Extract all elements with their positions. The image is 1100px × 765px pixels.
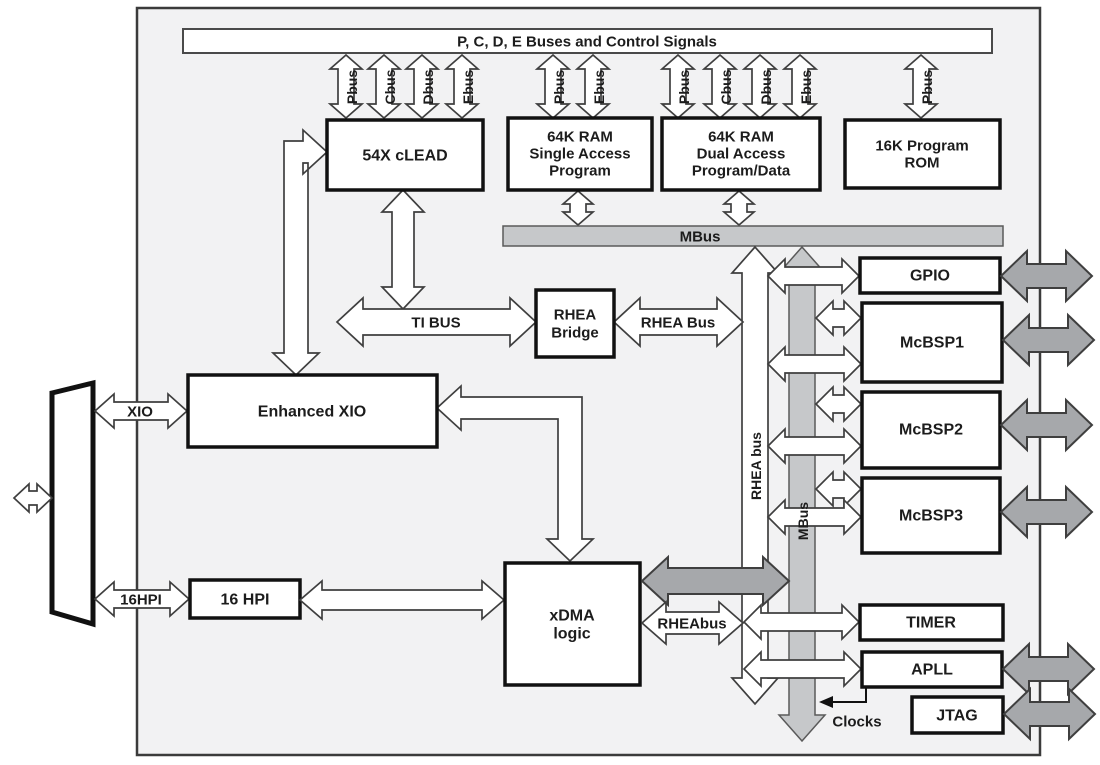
block-apll-label: APLL — [911, 661, 953, 679]
block-ram-dual-label-3: Program/Data — [691, 162, 791, 180]
block-54x-clead-label: 54X cLEAD — [362, 147, 448, 165]
block-ram-single-label-3: Program — [549, 162, 611, 180]
xio-arrow-label: XIO — [127, 403, 153, 421]
clocks-label: Clocks — [832, 713, 882, 731]
top-bus-bar-label: P, C, D, E Buses and Control Signals — [457, 33, 717, 51]
bus-label-clead-cbus: Cbus — [382, 69, 398, 105]
block-rhea-bridge-label-2: Bridge — [551, 324, 599, 342]
block-ram-single-label-1: 64K RAM — [547, 128, 613, 146]
bus-label-clead-pbus: Pbus — [344, 69, 360, 105]
block-ram-dual-label-1: 64K RAM — [708, 128, 774, 146]
bus-label-ramdual-pbus: Pbus — [676, 69, 692, 105]
bus-label-rom-pbus: Pbus — [919, 69, 935, 105]
block-enhanced-xio-label: Enhanced XIO — [257, 403, 367, 421]
mbus-vertical-label: MBus — [795, 501, 811, 541]
block-rom-label-2: ROM — [904, 154, 940, 172]
block-rhea-bridge-label-1: RHEA — [553, 306, 597, 324]
bus-label-ramdual-ebus: Ebus — [798, 69, 814, 105]
bus-label-clead-dbus: Dbus — [420, 69, 436, 105]
mbus-horizontal-bar — [503, 226, 1003, 246]
block-timer-label: TIMER — [906, 614, 956, 632]
block-mcbsp2-label: McBSP2 — [898, 421, 964, 439]
ti-bus-label: TI BUS — [411, 314, 461, 332]
bus-label-ramdual-dbus: Dbus — [758, 69, 774, 105]
block-ram-dual-label-2: Dual Access — [696, 145, 786, 163]
external-bus-mux — [52, 383, 93, 624]
hpi16-arrow-label: 16HPI — [120, 591, 162, 609]
bus-label-clead-ebus: Ebus — [460, 69, 476, 105]
mbus-horizontal-label: MBus — [679, 228, 721, 246]
rheabus-label: RHEAbus — [657, 615, 727, 633]
block-16hpi-label: 16 HPI — [220, 591, 270, 609]
block-mcbsp1-label: McBSP1 — [899, 334, 965, 352]
block-mcbsp3-label: McBSP3 — [898, 507, 964, 525]
block-gpio-label: GPIO — [909, 267, 951, 285]
bus-label-ramsingle-ebus: Ebus — [591, 69, 607, 105]
block-jtag-label: JTAG — [936, 707, 978, 725]
rhea-bus-vertical-label: RHEA bus — [748, 432, 764, 500]
block-xdma-label-1: xDMA — [549, 607, 595, 625]
block-rom-label-1: 16K Program — [875, 137, 969, 155]
block-ram-single-label-2: Single Access — [529, 145, 631, 163]
bus-label-ramdual-cbus: Cbus — [718, 69, 734, 105]
external-left-arrow — [14, 484, 52, 512]
bus-label-ramsingle-pbus: Pbus — [551, 69, 567, 105]
block-xdma-label-2: logic — [553, 625, 591, 643]
block-rhea-bridge — [536, 290, 614, 357]
rhea-bus-h-label: RHEA Bus — [640, 314, 716, 332]
